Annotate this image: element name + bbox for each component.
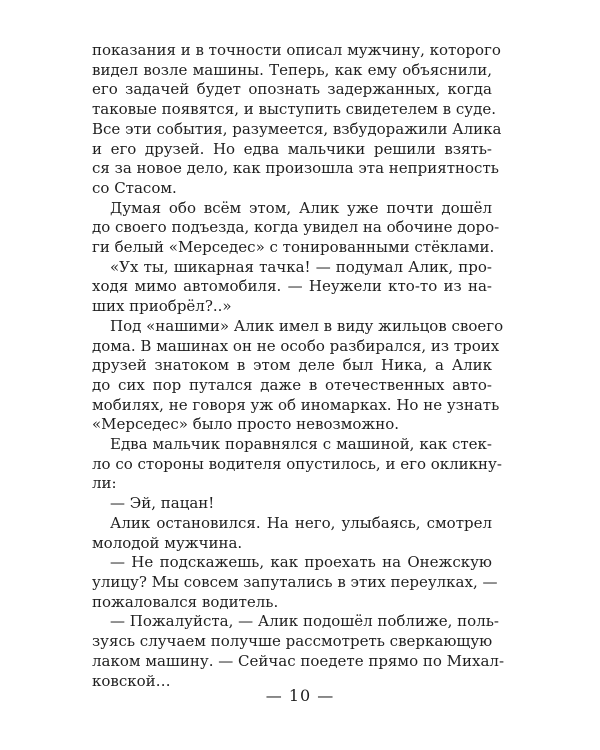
text-line: Под «нашими» Алик имел в виду жильцов своего (110, 316, 504, 335)
text-line: Думая обо всём этом, Алик уже почти дошёл (110, 198, 492, 217)
text-line: до своего подъезда, когда увидел на обочине доро- (92, 218, 500, 237)
text-line: ло со стороны водителя опустилось, и его окликну- (92, 454, 502, 473)
page-number: — 10 — (265, 686, 335, 705)
text-line: дома. В машинах он не особо разбирался, из троих (92, 336, 500, 355)
text-line: со Стасом. (92, 178, 177, 197)
text-line: и его друзей. Но едва мальчики решили взять- (92, 139, 492, 158)
body-text (92, 41, 505, 691)
text-line: таковые появятся, и выступить свидетелем в суде. (92, 100, 496, 119)
text-line: показания и в точности описал мужчину, которого (92, 41, 501, 59)
text-line: ших приобрёл?..» (92, 297, 232, 316)
text-line: видел возле машины. Теперь, как ему объяснили, (92, 60, 492, 79)
text-line: пожаловался водитель. (92, 592, 279, 611)
paragraph (92, 41, 502, 199)
text-line: Алик остановился. На него, улыбаясь, смотрел (110, 513, 492, 532)
text-line: зуясь случаем получше рассмотреть сверкающую (92, 632, 493, 651)
text-line: Все эти события, разумеется, взбудоражили Алика (92, 119, 502, 138)
paragraph (92, 494, 492, 514)
paragraph (92, 198, 500, 258)
paragraph (92, 612, 505, 691)
text-line: — Пожалуйста, — Алик подошёл поближе, поль- (110, 612, 499, 631)
text-line: его задачей будет опознать задержанных, когда (92, 80, 492, 99)
text-line: до сих пор путался даже в отечественных авто- (92, 375, 492, 394)
text-line: мобилях, не говоря уж об иномарках. Но не узнать (92, 395, 500, 414)
text-line: лаком машину. — Сейчас поедете прямо по Михал- (92, 651, 505, 670)
text-line: ходя мимо автомобиля. — Неужели кто-то из на- (92, 277, 492, 296)
text-line: Едва мальчик поравнялся с машиной, как стек- (110, 435, 492, 454)
text-line: ся за новое дело, как произошла эта неприятность (92, 159, 499, 178)
text-line: ги белый «Мерседес» с тонированными стёклами. (92, 238, 495, 257)
text-line: ли: (92, 474, 117, 493)
text-line: — Не подскажешь, как проехать на Онежскую (110, 553, 492, 572)
text-line: друзей знатоком в этом деле был Ника, а Алик (92, 356, 492, 375)
text-line: — Эй, пацан! (110, 494, 215, 513)
text-line: «Ух ты, шикарная тачка! — подумал Алик, про- (110, 257, 492, 276)
text-line: молодой мужчина. (92, 533, 243, 552)
paragraph (92, 553, 498, 612)
paragraph (92, 258, 492, 317)
paragraph (92, 514, 492, 553)
paragraph (92, 435, 502, 494)
text-line: ковской… (92, 671, 171, 690)
text-line: «Мерседес» было просто невозможно. (92, 415, 400, 434)
text-line: улицу? Мы совсем запутались в этих переулках, — (92, 572, 498, 591)
paragraph (92, 316, 504, 435)
